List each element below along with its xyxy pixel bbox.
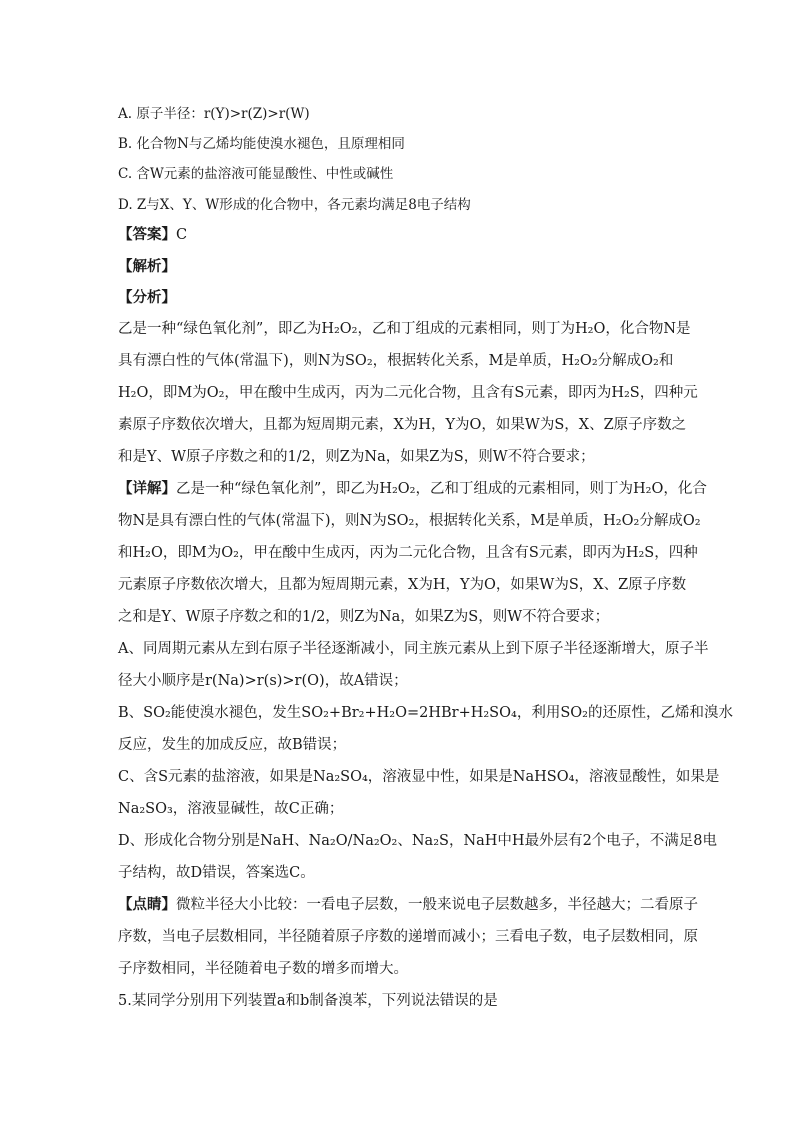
detail-line: B、SO₂能使溴水褪色，发生SO₂+Br₂+H₂O=2HBr+H₂SO₄，利用SO₂的还原性，乙烯和溴水 [118, 705, 733, 721]
answer-tag: 【答案】 [118, 226, 176, 243]
detail-line: 元素原子序数依次增大，且都为短周期元素，X为H，Y为O，如果W为S，X、Z原子序数 [118, 577, 687, 593]
detail-line: 和H₂O，即M为O₂，甲在酸中生成丙，丙为二元化合物，且含有S元素，即丙为H₂S，四种 [118, 545, 698, 561]
detail-line: 子结构，故D错误，答案选C。 [118, 865, 315, 881]
detail-line: A、同周期元素从左到右原子半径逐渐减小，同主族元素从上到下原子半径逐渐增大，原子半 [118, 641, 709, 657]
fenxi-tag: 【分析】 [118, 289, 176, 306]
detail-line: 物N是具有漂白性的气体(常温下)，则N为SO₂，根据转化关系，M是单质，H₂O₂分解成O₂ [118, 513, 701, 529]
option-c: C. 含W元素的盐溶液可能显酸性、中性或碱性 [118, 166, 394, 182]
fenxi-line: 乙是一种“绿色氧化剂”，即乙为H₂O₂，乙和丁组成的元素相同，则丁为H₂O，化合物N是 [118, 321, 691, 337]
answer-line [118, 224, 678, 246]
dianjing-line: 序数，当电子层数相同，半径随着原子序数的递增而减小；三看电子数，电子层数相同，原 [118, 929, 698, 945]
dianjing-tag: 【点睛】 [118, 896, 176, 913]
option-a: A. 原子半径：r(Y)>r(Z)>r(W) [118, 106, 310, 122]
analysis-tag: 【解析】 [118, 258, 176, 275]
detail-line: Na₂SO₃，溶液显碱性，故C正确； [118, 801, 344, 817]
detail-line: C、含S元素的盐溶液，如果是Na₂SO₄，溶液显中性，如果是NaHSO₄，溶液显酸性，如果是 [118, 769, 720, 785]
detail-line: 乙是一种“绿色氧化剂”，即乙为H₂O₂，乙和丁组成的元素相同，则丁为H₂O，化合 [176, 481, 707, 497]
detail-line: 之和是Y、W原子序数之和的1/2，则Z为Na，如果Z为S，则W不符合要求； [118, 609, 610, 625]
option-b: B. 化合物N与乙烯均能使溴水褪色，且原理相同 [118, 136, 405, 152]
detail-line: 径大小顺序是r(Na)>r(s)>r(O)，故A错误； [118, 673, 408, 689]
fenxi-line: 素原子序数依次增大，且都为短周期元素，X为H，Y为O，如果W为S，X、Z原子序数之 [118, 417, 687, 433]
next-question: 5.某同学分别用下列装置a和b制备溴苯，下列说法错误的是 [118, 993, 498, 1009]
detail-tag: 【详解】 [118, 480, 176, 497]
detail-first-line [118, 478, 707, 500]
fenxi-line: 具有漂白性的气体(常温下)，则N为SO₂，根据转化关系，M是单质，H₂O₂分解成O₂和 [118, 353, 674, 369]
fenxi-line: 和是Y、W原子序数之和的1/2，则Z为Na，如果Z为S，则W不符合要求； [118, 449, 595, 465]
answer-value: C [176, 227, 188, 243]
fenxi-line: H₂O，即M为O₂，甲在酸中生成丙，丙为二元化合物，且含有S元素，即丙为H₂S，四种元 [118, 385, 698, 401]
dianjing-line: 微粒半径大小比较：一看电子层数，一般来说电子层数越多，半径越大；二看原子 [176, 897, 698, 913]
option-d: D. Z与X、Y、W形成的化合物中，各元素均满足8电子结构 [118, 197, 471, 213]
detail-line: D、形成化合物分别是NaH、Na₂O/Na₂O₂、Na₂S，NaH中H最外层有2个电子，不满足8电 [118, 833, 718, 849]
dianjing-line: 子序数相同，半径随着电子数的增多而增大。 [118, 961, 408, 977]
dianjing-first-line [118, 894, 698, 916]
detail-line: 反应，发生的加成反应，故B错误； [118, 737, 347, 753]
